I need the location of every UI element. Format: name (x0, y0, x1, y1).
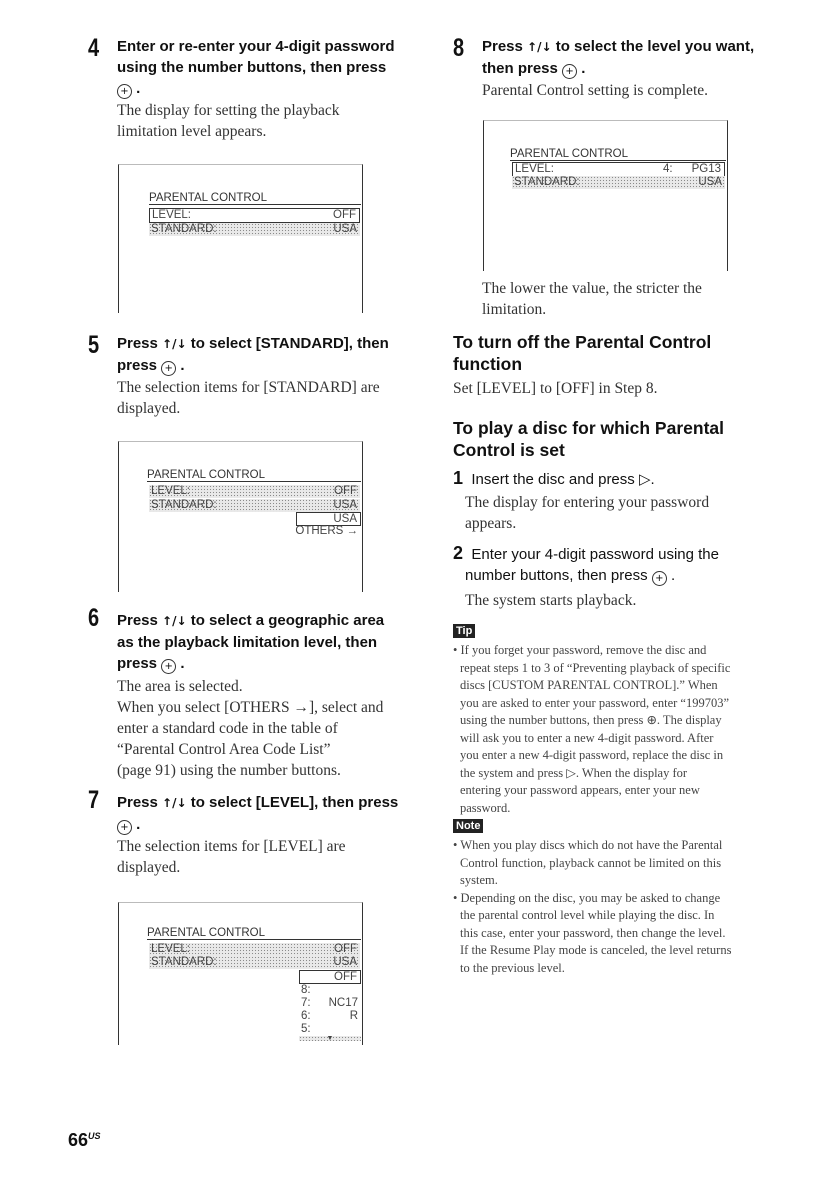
enter-button-icon: + (117, 84, 132, 99)
play-button-icon: ▷ (638, 471, 651, 488)
screen-title: PARENTAL CONTROL (147, 469, 361, 482)
level-row: LEVEL: OFF (149, 208, 360, 223)
screen-title: PARENTAL CONTROL (149, 192, 361, 205)
turn-off-heading: To turn off the Parental Control function (453, 332, 712, 374)
up-down-arrows-icon: ↑/↓ (162, 337, 187, 351)
level-row: LEVEL: OFF (149, 943, 360, 956)
option-usa: USA (296, 512, 361, 526)
screen-title: PARENTAL CONTROL (510, 148, 726, 161)
step-7-heading: Press ↑/↓ to select [LEVEL], then press + . (117, 794, 399, 833)
step-4-number: 4 (88, 34, 100, 62)
step-8-heading: Press ↑/↓ to select the level you want, then press + . (482, 38, 755, 77)
level-option-7: 7: NC17 (301, 997, 358, 1009)
standard-row: STANDARD: USA (512, 176, 725, 189)
play-disc-step-2: 2 Enter your 4-digit password using the number buttons, then press + . (453, 543, 719, 584)
step-7-number: 7 (88, 786, 100, 814)
level-option-8: 8: (301, 984, 311, 996)
parental-control-screen-2 (118, 441, 363, 592)
step-8-note: The lower the value, the stricter the limitation. (482, 280, 702, 318)
play-disc-step-1-body: The display for entering your password appears. (465, 494, 710, 532)
step-6-body: The area is selected. When you select [OTHERS →], select and enter a standard code in the table of “Parental Control Area Code List” (page 91) using the number buttons. (117, 678, 384, 779)
play-disc-heading: To play a disc for which Parental Control is set (453, 418, 724, 460)
play-disc-step-1: 1 Insert the disc and press ▷. (453, 468, 655, 488)
enter-button-icon: + (117, 820, 132, 835)
level-row: LEVEL: OFF (149, 485, 360, 498)
scroll-down-icon: ▼ (299, 1036, 361, 1041)
parental-control-screen-4 (483, 120, 728, 271)
step-5-number: 5 (88, 331, 100, 359)
step-6-number: 6 (88, 604, 100, 632)
step-5-heading: Press ↑/↓ to select [STANDARD], then press + . (117, 335, 389, 374)
level-option-5: 5: (301, 1023, 311, 1035)
option-others: OTHERS → (295, 525, 358, 537)
note-text: • When you play discs which do not have the Parental Control function, playback cannot be limited on this system. • Depending on the disc, you may be asked to change the parental control level while playing the disc. In this case, enter your password, then change the level. If the Resume Play mode is canceled, the level returns to the previous level. (453, 838, 732, 975)
enter-button-icon: + (161, 361, 176, 376)
standard-row: STANDARD: USA (149, 499, 360, 512)
screen-title: PARENTAL CONTROL (147, 927, 361, 940)
level-row: LEVEL: 4: PG13 (512, 162, 725, 177)
standard-row: STANDARD: USA (149, 223, 360, 236)
level-option-6: 6: R (301, 1010, 358, 1022)
step-6-heading: Press ↑/↓ to select a geographic area as the playback limitation level, then press + . (117, 612, 385, 672)
note-badge: Note (453, 819, 483, 833)
turn-off-body: Set [LEVEL] to [OFF] in Step 8. (453, 380, 658, 397)
step-4-body: The display for setting the playback limitation level appears. (117, 102, 340, 140)
parental-control-screen-3 (118, 902, 363, 1045)
level-option-off: OFF (299, 970, 361, 984)
up-down-arrows-icon: ↑/↓ (162, 614, 187, 628)
step-8-body: Parental Control setting is complete. (482, 82, 708, 99)
standard-row: STANDARD: USA (149, 956, 360, 969)
parental-control-screen-1 (118, 164, 363, 313)
enter-button-icon: + (562, 64, 577, 79)
up-down-arrows-icon: ↑/↓ (162, 796, 187, 810)
tip-text: • If you forget your password, remove the disc and repeat steps 1 to 3 of “Preventing playback of specific discs [CUSTOM PARENTAL CONTROL].” When you are asked to enter your password, enter “199703” using the number buttons, then press ⊕. The display will ask you to enter a new 4-digit password. After you enter a new 4-digit password, replace the disc in the system and press ▷. When the display for entering your password appears, enter your new password. (453, 643, 731, 815)
step-5-body: The selection items for [STANDARD] are displayed. (117, 379, 380, 417)
page-number: $66^{US}$ (68, 1130, 101, 1150)
tip-badge: Tip (453, 624, 475, 638)
up-down-arrows-icon: ↑/↓ (527, 40, 552, 54)
enter-button-icon: + (652, 571, 667, 586)
step-7-body: The selection items for [LEVEL] are displayed. (117, 838, 346, 876)
step-4-heading: Enter or re-enter your 4-digit password using the number buttons, then press + . (117, 38, 395, 97)
play-disc-step-2-body: The system starts playback. (465, 592, 637, 609)
step-8-number: 8 (453, 34, 465, 62)
enter-button-icon: + (161, 659, 176, 674)
